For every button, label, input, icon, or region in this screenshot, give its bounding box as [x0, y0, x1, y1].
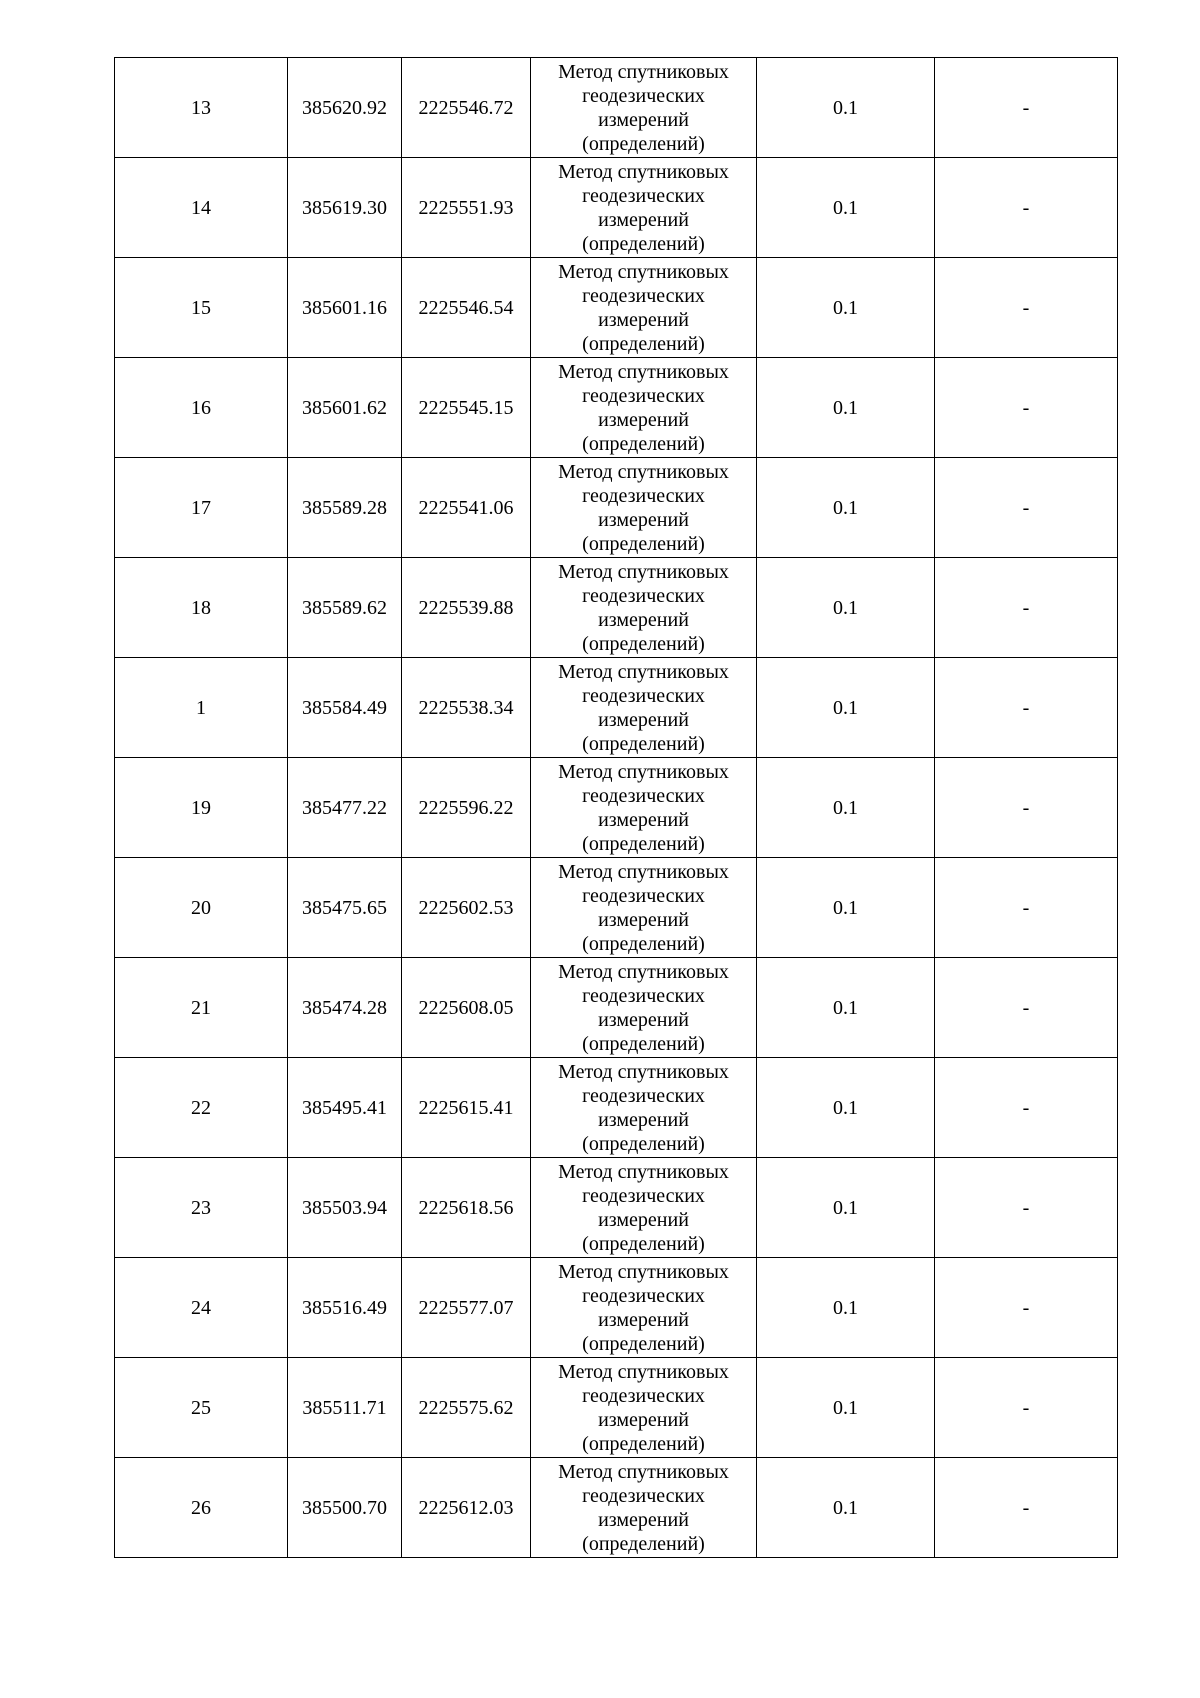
method-cell: Метод спутниковых геодезических измерений (определений)	[531, 1358, 757, 1458]
note-cell: -	[935, 258, 1118, 358]
x-coordinate-cell: 385601.62	[288, 358, 402, 458]
note-cell: -	[935, 1158, 1118, 1258]
note-cell: -	[935, 158, 1118, 258]
x-coordinate-cell: 385503.94	[288, 1158, 402, 1258]
table-row	[115, 1358, 1118, 1458]
accuracy-cell: 0.1	[757, 1158, 935, 1258]
y-coordinate-cell: 2225546.72	[402, 58, 531, 158]
table-row	[115, 558, 1118, 658]
note-cell: -	[935, 1458, 1118, 1558]
x-coordinate-cell: 385589.62	[288, 558, 402, 658]
accuracy-cell: 0.1	[757, 458, 935, 558]
coordinates-table-body	[115, 58, 1118, 1558]
method-cell: Метод спутниковых геодезических измерений (определений)	[531, 758, 757, 858]
method-cell: Метод спутниковых геодезических измерений (определений)	[531, 1458, 757, 1558]
note-cell: -	[935, 1058, 1118, 1158]
note-cell: -	[935, 658, 1118, 758]
y-coordinate-cell: 2225608.05	[402, 958, 531, 1058]
y-coordinate-cell: 2225575.62	[402, 1358, 531, 1458]
table-row	[115, 258, 1118, 358]
note-cell: -	[935, 358, 1118, 458]
method-cell: Метод спутниковых геодезических измерений (определений)	[531, 1158, 757, 1258]
y-coordinate-cell: 2225551.93	[402, 158, 531, 258]
y-coordinate-cell: 2225612.03	[402, 1458, 531, 1558]
point-number-cell: 13	[115, 58, 288, 158]
x-coordinate-cell: 385619.30	[288, 158, 402, 258]
point-number-cell: 17	[115, 458, 288, 558]
y-coordinate-cell: 2225596.22	[402, 758, 531, 858]
y-coordinate-cell: 2225602.53	[402, 858, 531, 958]
x-coordinate-cell: 385589.28	[288, 458, 402, 558]
table-row	[115, 358, 1118, 458]
accuracy-cell: 0.1	[757, 558, 935, 658]
accuracy-cell: 0.1	[757, 958, 935, 1058]
accuracy-cell: 0.1	[757, 258, 935, 358]
method-cell: Метод спутниковых геодезических измерений (определений)	[531, 58, 757, 158]
point-number-cell: 19	[115, 758, 288, 858]
table-row	[115, 1458, 1118, 1558]
table-row	[115, 1258, 1118, 1358]
accuracy-cell: 0.1	[757, 1358, 935, 1458]
x-coordinate-cell: 385620.92	[288, 58, 402, 158]
point-number-cell: 21	[115, 958, 288, 1058]
note-cell: -	[935, 1258, 1118, 1358]
table-row	[115, 958, 1118, 1058]
x-coordinate-cell: 385495.41	[288, 1058, 402, 1158]
y-coordinate-cell: 2225538.34	[402, 658, 531, 758]
method-cell: Метод спутниковых геодезических измерений (определений)	[531, 458, 757, 558]
x-coordinate-cell: 385500.70	[288, 1458, 402, 1558]
point-number-cell: 14	[115, 158, 288, 258]
y-coordinate-cell: 2225618.56	[402, 1158, 531, 1258]
x-coordinate-cell: 385601.16	[288, 258, 402, 358]
point-number-cell: 18	[115, 558, 288, 658]
point-number-cell: 24	[115, 1258, 288, 1358]
method-cell: Метод спутниковых геодезических измерений (определений)	[531, 858, 757, 958]
table-row	[115, 1158, 1118, 1258]
y-coordinate-cell: 2225615.41	[402, 1058, 531, 1158]
point-number-cell: 23	[115, 1158, 288, 1258]
note-cell: -	[935, 58, 1118, 158]
y-coordinate-cell: 2225539.88	[402, 558, 531, 658]
method-cell: Метод спутниковых геодезических измерений (определений)	[531, 958, 757, 1058]
method-cell: Метод спутниковых геодезических измерений (определений)	[531, 658, 757, 758]
x-coordinate-cell: 385511.71	[288, 1358, 402, 1458]
y-coordinate-cell: 2225541.06	[402, 458, 531, 558]
note-cell: -	[935, 1358, 1118, 1458]
accuracy-cell: 0.1	[757, 58, 935, 158]
x-coordinate-cell: 385475.65	[288, 858, 402, 958]
x-coordinate-cell: 385477.22	[288, 758, 402, 858]
point-number-cell: 15	[115, 258, 288, 358]
point-number-cell: 16	[115, 358, 288, 458]
accuracy-cell: 0.1	[757, 1058, 935, 1158]
table-row	[115, 1058, 1118, 1158]
method-cell: Метод спутниковых геодезических измерений (определений)	[531, 558, 757, 658]
point-number-cell: 1	[115, 658, 288, 758]
accuracy-cell: 0.1	[757, 758, 935, 858]
accuracy-cell: 0.1	[757, 1458, 935, 1558]
table-row	[115, 858, 1118, 958]
note-cell: -	[935, 458, 1118, 558]
method-cell: Метод спутниковых геодезических измерений (определений)	[531, 258, 757, 358]
accuracy-cell: 0.1	[757, 158, 935, 258]
table-row	[115, 58, 1118, 158]
y-coordinate-cell: 2225577.07	[402, 1258, 531, 1358]
x-coordinate-cell: 385516.49	[288, 1258, 402, 1358]
table-row	[115, 758, 1118, 858]
coordinates-table	[114, 57, 1118, 1558]
table-row	[115, 158, 1118, 258]
x-coordinate-cell: 385474.28	[288, 958, 402, 1058]
note-cell: -	[935, 958, 1118, 1058]
accuracy-cell: 0.1	[757, 858, 935, 958]
method-cell: Метод спутниковых геодезических измерений (определений)	[531, 1058, 757, 1158]
accuracy-cell: 0.1	[757, 1258, 935, 1358]
note-cell: -	[935, 758, 1118, 858]
method-cell: Метод спутниковых геодезических измерений (определений)	[531, 158, 757, 258]
point-number-cell: 20	[115, 858, 288, 958]
accuracy-cell: 0.1	[757, 358, 935, 458]
point-number-cell: 26	[115, 1458, 288, 1558]
point-number-cell: 22	[115, 1058, 288, 1158]
note-cell: -	[935, 558, 1118, 658]
table-row	[115, 658, 1118, 758]
y-coordinate-cell: 2225545.15	[402, 358, 531, 458]
accuracy-cell: 0.1	[757, 658, 935, 758]
x-coordinate-cell: 385584.49	[288, 658, 402, 758]
y-coordinate-cell: 2225546.54	[402, 258, 531, 358]
point-number-cell: 25	[115, 1358, 288, 1458]
method-cell: Метод спутниковых геодезических измерений (определений)	[531, 1258, 757, 1358]
note-cell: -	[935, 858, 1118, 958]
method-cell: Метод спутниковых геодезических измерений (определений)	[531, 358, 757, 458]
table-row	[115, 458, 1118, 558]
